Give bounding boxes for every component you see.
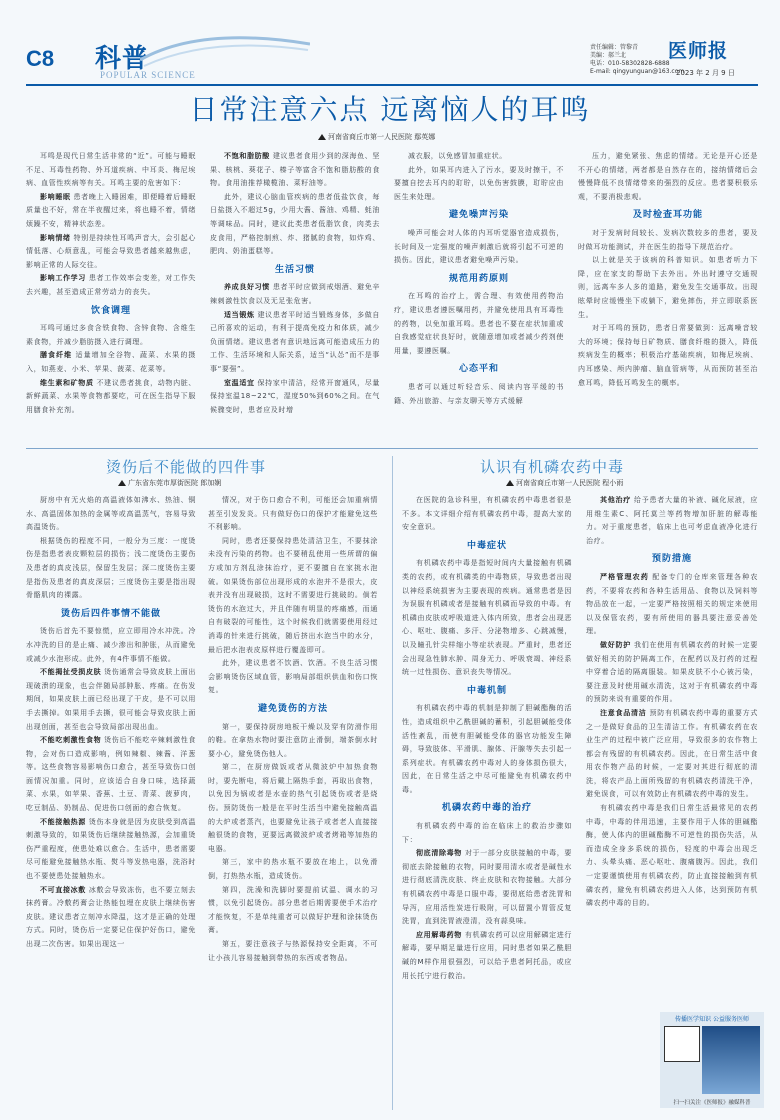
paragraph: 耳鸣可通过多食含铁食物、含锌食物、含维生素食物，并减少脂肪摄入进行调理。: [26, 324, 196, 346]
subheading: 烫伤后四件事情不能做: [60, 608, 161, 619]
article2-column: [26, 494, 196, 1110]
article1-column: [394, 150, 564, 442]
paragraph: 不饱和脂肪酸 建议患者食用少到的深海鱼、坚果、核桃、葵花子、榛子等富含不饱和脂肪酸的食物。食用油推荐橄榄油、菜籽油等。: [210, 152, 380, 188]
paragraph: 减衣服，以免感冒加重症状。: [408, 152, 507, 160]
newspaper-logo: 医师报: [668, 40, 729, 62]
article1-column: [26, 150, 196, 442]
paragraph: 不能揭扯受损皮肤 烫伤通常会导致皮肤上面出现破溃的现象，也会伴随局部肿胀、疼痛。在伤发期间，如果皮肤上面已经出现了干皮，是不可以用手去撕掉。如果用手去撕，很可能会导致皮肤上面出现创面，甚至也会导致局部出现出血。: [26, 668, 196, 731]
paragraph: 做好防护 我们在使用有机磷农药的时候一定要做好相关的防护隔离工作，在配药以及打药的过程中穿着合适的隔离服装。如果皮肤不小心被污染，要注意及时使用碱水清洗，这对于有机磷农药中毒的预防来说有重要的作用。: [586, 640, 758, 704]
promo-caption: 扫一扫关注《医师报》融媒科普: [673, 1100, 751, 1106]
paragraph: 第三，家中的热水瓶不要放在地上，以免滑倒，打热热水瓶，造成烫伤。: [208, 858, 378, 881]
lead-in: 适当锻炼: [224, 310, 255, 319]
paragraph: 第二，在厨房做饭或者从微波炉中加热食物时，要先断电，将后戴上隔热手套，再取出食物，以免因为锅或者是水壶的热气引起烫伤或者是烧伤。预防烫伤一般是在平时生活当中避免接触高温的大炉或者蒸汽，也要避免让孩子或者老人直接接触很烫的食物，更要远离微波炉或者烤箱等加热的电器。: [208, 763, 378, 853]
page-header: [0, 0, 780, 84]
qr-code-icon: [664, 1026, 700, 1062]
lead-in: 维生素和矿物质: [40, 378, 94, 387]
paragraph: 对于耳鸣的预防，患者日常要做到：远离噪音较大的环境；保持每日矿物质、膳食纤维的摄入，降低疾病发生的概率；积极治疗基础疾病，如梅尼埃病、内耳感染、颅内肿瘤、脑血管病等，从而预防甚至治愈耳鸣，降低耳鸣发生的概率。: [578, 324, 758, 387]
article1-column: [210, 150, 380, 442]
article3-column: [402, 494, 572, 1110]
editor-line: 责任编辑：管黎青: [590, 44, 639, 51]
byline-text: 河南省商丘市第一人民医院 程小雨: [516, 479, 624, 487]
issue-date: 2023 年 2 月 9 日: [676, 69, 735, 77]
paragraph: 严格管理农药 配备专门的仓库来管理各种农药，不要将农药和各种生活用品、食物以及饲料等物品放在一起，一定要严格按照相关的规定来使用以及保管农药，要有所使用的器具要注意妥善处理。: [586, 572, 758, 636]
article3-column: [586, 494, 758, 1006]
page-number: C8: [26, 46, 55, 71]
promo-image: [702, 1026, 760, 1094]
swoosh-decoration: [140, 30, 310, 70]
triangle-icon: [506, 480, 514, 486]
article3-title: 认识有机磷农药中毒: [480, 458, 625, 476]
paragraph: 烫伤后首先不要惊慌，应立即用冷水冲洗。冷水冲洗的目的是止痛、减少渗出和肿胀，从而避免或减少水泡形成。此外，有4件事情不能做。: [26, 627, 196, 663]
paragraph: 不可直接冰敷 冰敷会导致冻伤，也不要立刻去抹药膏。冷敷药膏会让热能包埋在皮肤上继续伤害皮肤。建议患者立刻冲水降温，这才是正确的处理方式。同时，烫伤后一定要记住保护好伤口，避免出现二次伤害。如果出现这一: [26, 885, 196, 948]
paragraph: 在医院的急诊科里，有机磷农药中毒患者很是不多。本文详细介绍有机磷农药中毒，提高大家的安全意识。: [402, 496, 572, 532]
lead-in: 其他治疗: [600, 496, 632, 504]
paragraph: 第一，要保持厨房地板干燥以及穿有防滑作用的鞋。在拿热水物时要注意防止滑倒，端茶倒水时要小心，避免烫伤他人。: [208, 722, 378, 758]
byline-text: 河南省商丘市第一人民医院 鄢英娜: [328, 133, 436, 141]
paragraph: 此外，如果耳内进入了污水，要及时擦干，不要擅自挖去耳内的耵聍，以免伤害鼓膜，耵聍应由医生来处理。: [394, 165, 564, 201]
byline-text: 广东省东莞市厚街医院 郎加娴: [128, 479, 222, 487]
article1-byline: [318, 132, 435, 142]
paragraph: 养成良好习惯 患者平时应做到戒烟酒、避免辛辣刺激性饮食以及无足张危害。: [210, 283, 380, 305]
lead-in: 注意食品清洁: [600, 708, 647, 717]
paragraph: 患者可以通过听轻音乐、阅读内容平缓的书籍、外出旅游、与亲友聊天等方式缓解: [394, 382, 564, 405]
promo-slogan: 传播医学知识 公益服务医师: [675, 1016, 749, 1023]
lead-in: 不可直接冰敷: [40, 885, 86, 894]
paragraph: 注意食品清洁 预防有机磷农药中毒的重要方式之一是做好食品的卫生清洁工作。有机磷农药在农业生产的过程中被广泛应用，导致很多的农作物上都会有残留的有机磷农药。因此，在日常生活中食用农作物产品的时候，一定要对其进行彻底的清洗，将农产品上面所残留的有机磷农药清洗干净，避免误食，可以有效防止有机磷农药中毒的发生。: [586, 708, 758, 799]
article3-byline: [506, 478, 623, 488]
lead-in: 膳食纤维: [40, 351, 73, 360]
subheading: 机磷农药中毒的治疗: [441, 803, 532, 814]
subheading: 避免烫伤的方法: [257, 703, 328, 714]
paragraph: 第五，要注意孩子与热源保持安全距离，不可让小孩儿容易接触到带热的东西或者物品。: [208, 940, 378, 962]
article1-column: [578, 150, 758, 442]
paragraph: 压力，避免紧张、焦虑的情绪。无论是开心还是不开心的情绪，两者都是自然存在的，接纳情绪后会慢慢降低不良情绪带来的强烈的反应。患者要积极乐观，不要消极悲观。: [578, 152, 758, 201]
header-rule: [26, 84, 758, 86]
lead-in: 养成良好习惯: [224, 283, 270, 292]
lead-in: 不能接触热源: [40, 817, 86, 826]
paragraph: 厨房中有无火焰的高温液体如沸水、热油、铜水、高温固体加热的金属等或高温蒸气，容易导致高温烫伤。: [26, 496, 196, 532]
article2-byline: [118, 478, 221, 488]
subheading: 预防措施: [651, 554, 692, 565]
paragraph: 有机磷农药中毒的治在临床上的救治步骤如下：: [402, 822, 572, 844]
lead-in: 应用解毒药物: [416, 930, 462, 939]
paragraph: 情况，对于伤口愈合不利，可能还会加重病情甚至引发发炎。只有做好伤口的保护才能避免这些不利影响。: [208, 496, 378, 532]
subheading: 及时检查耳功能: [632, 210, 703, 221]
editor-line: 电话：010-58302828-6888: [590, 60, 670, 67]
paragraph: 有机磷农药中毒是我们日常生活最常见的农药中毒，中毒的伴用迅速，主要作用于人体的胆碱酯酶，使人体内的胆碱酯酶不可逆性的损伤失活，从而造成全身多系统的损伤，轻度的中毒会出现乏力、头晕头痛、恶心呕吐、腹痛腹泻。因此，我们一定要谨慎使用有机磷农药，防止直接接触到有机磷农药，避免有机磷农药进入人体，达到预防有机磷农药中毒的目的。: [586, 804, 758, 908]
lead-in: 影响情绪: [40, 233, 71, 242]
paragraph: 不能吃刺激性食物 烫伤后不能吃辛辣刺激性食物，会对伤口造成影响，例如辣椒、辣酱、洋葱等。这些食物容易影响伤口愈合，甚至导致伤口创面情况加重。同时，应该适合自身口味，选择蔬菜、水果，如苹果、香蕉、土豆、青菜、菠萝肉，吃豆制品、奶制品、促进伤口创面的愈合恢复。: [26, 736, 196, 813]
subheading: 饮食调理: [90, 305, 131, 316]
editor-line: E-mail: qingyunguan@163.com: [590, 68, 685, 75]
editor-line: 美编：郝兰北: [590, 52, 627, 59]
paragraph: 此外，建议患者不饮酒、饮酒。不良生活习惯会影响烫伤区域血管，影响局部组织供血和伤口恢复。: [208, 659, 378, 695]
lead-in: 室温适宜: [224, 378, 255, 387]
section-title: 科普: [95, 44, 150, 74]
lead-in: 影响睡眠: [40, 192, 71, 201]
section-subtitle-en: POPULAR SCIENCE: [100, 70, 196, 80]
paragraph: 彻底清除毒物 对于一部分皮肤接触的中毒，要彻底去除接触的衣物，同时要用清水或者是碱性水进行彻底清洗皮肤、终止皮肤和衣物接触。大部分有机磷农药中毒是口服中毒，要彻底给患者洗胃和导泻，应用活性炭进行吸附，可以留置小胃管反复洗胃，直到洗胃液澄清，没有蒜臭味。: [402, 849, 572, 926]
subheading: 生活习惯: [274, 264, 315, 275]
paragraph: 噪声可能会对人体的内耳听觉器官造成损伤，长时间及一定强度的噪声刺激后就将引起不可逆的损伤。因此，建议患者避免噪声污染。: [394, 228, 564, 265]
paragraph: 其他治疗 给予患者大量的补液、碱化尿液，应用维生素C、阿托莫兰等药物增加肝脏的解毒能力。对于重度患者，临床上也可考虑血液净化进行治疗。: [586, 496, 758, 545]
triangle-icon: [118, 480, 126, 486]
lead-in: 不能吃刺激性食物: [40, 736, 102, 745]
paragraph: 适当锻炼 建议患者平时适当锻炼身体，多做自己所喜欢的运动，有利于提高免疫力和体质，减少负面情绪。建议患者有意识地远离可能造成压力的工作、生活环境和人际关系，适当“认怂”而不是事事“要强”。: [210, 310, 380, 373]
paragraph: 根据烫伤的程度不同，一般分为三度：一度烫伤是指患者表皮颗粒层的损伤；浅二度烫伤主要伤及患者的真皮浅层，保留生发层；深二度烫伤主要是指伤及患者的真皮深层；三度烫伤主要是指出现骨骼肌肉的裸露。: [26, 536, 196, 600]
lead-in: 影响工作学习: [40, 274, 86, 283]
paragraph: 室温适宜 保持家中清洁，经常开窗通风，尽量保持室温18~22℃，湿度50%到60%之间。在气候骤变时，患者应及时增: [210, 378, 380, 414]
paragraph: 同时，患者还要保持患处清洁卫生，不要抹涂未没有污染的药物。也不要稍乱使用一些所谓的偏方或加方剂乱涂抹治疗，更不要擅自在家挑水泡破。如果烫伤部位出现形成的水泡并不是很大，皮表并没有出现破损，这时不需要进行挑破的。倘若烫伤的水泡过大，并且伴随有明显的疼痛感，而通自有破裂的可能性，这个时候我们就需要使用经过消毒的针来进行挑破，随后挤出水泡当中的水分，最后把水泡表皮原样进行覆盖即可。: [208, 536, 378, 654]
paragraph: 在耳鸣的治疗上，需合理、有效使用药物治疗，建议患者遵医嘱用药，并避免使用具有耳毒性的药物，以免加重耳鸣。患者也不要在症状加重或自我感觉症状良好时，就随意增加或者减少药剂使用量，要遵医嘱。: [394, 292, 564, 355]
lead-in: 不饱和脂肪酸: [224, 152, 270, 160]
article2-title: 烫伤后不能做的四件事: [106, 458, 267, 476]
paragraph: 此外，建议心脑血管疾病的患者低盐饮食，每日盐摄入不超过5g，少用大酱、酱油、鸡精、蚝油等调味品。同时，建议此类患者低脂饮食，肉类去皮食用，严格控制煎、炸、猪腻的食物，如炸鸡、肥肉、奶油蛋糕等。: [210, 192, 380, 256]
promo-qr-banner[interactable]: [660, 1012, 764, 1108]
article1-title: 日常注意六点 远离恼人的耳鸣: [189, 93, 591, 126]
paragraph: 以上就是关于该病的科普知识。如患者听力下降，应在家支的帮助下去外出。外出时遵守交通规则，远离车多人多的道路，避免发生交通事故。出现眩晕时应缓慢坐下或躺下，避免摔伤，并立即联系医生。: [578, 256, 758, 319]
subheading: 规范用药原则: [448, 273, 509, 284]
lead-in: 严格管理农药: [600, 572, 649, 581]
triangle-icon: [318, 134, 326, 140]
paragraph: 影响情绪 特别是持续性耳鸣声音大，会引起心情低落、心烦意乱，可能会导致患者越来越焦虑，影响正常的人际交往。: [26, 233, 196, 269]
subheading: 心态平和: [458, 364, 499, 375]
column-divider: [392, 456, 393, 1110]
paragraph: 对于发病时间较长、发病次数较多的患者，要及时做耳功能测试，并在医生的指导下规范治疗。: [578, 228, 758, 251]
paragraph: 维生素和矿物质 不建议患者挑食，动物内脏、新鲜蔬菜、水果等食物都要吃，可在医生指导下服用膳食补充剂。: [26, 378, 196, 414]
paragraph: 膳食纤维 适量增加全谷物、蔬菜、水果的摄入，如燕麦、小米、苹果、菠菜、花菜等。: [26, 351, 196, 373]
subheading: 中毒机制: [466, 685, 507, 696]
lead-in: 彻底清除毒物: [416, 849, 462, 858]
article2-column: [208, 494, 378, 1110]
paragraph: 有机磷农药中毒的机制是抑制了胆碱酯酶的活性，造成组织中乙酰胆碱的蓄积，引起胆碱能受体活性紊乱，而使有胆碱能受体的器官功能发生障碍，导致肢体、平滑肌、腺体、汗腺等失去引起一系列症状。有机磷农药中毒对人的身体损伤很大，因此，在日常生活之中尽可能避免有机磷农药中毒。: [402, 704, 572, 794]
paragraph: 应用解毒药物 有机磷农药可以应用解磷定进行解毒，要早期足量进行应用，同时患者如果乙酰胆碱的M样作用很强烈，可以给予患者阿托品，或应用长托宁进行救治。: [402, 930, 572, 980]
paragraph: 第四，洗澡和洗脚时要提前试温、调水的习惯，以免引起烫伤。部分患者后期需要使手术治疗才能恢复，不是单纯重者可以做好护理和涂抹烫伤膏。: [208, 885, 378, 935]
paragraph: 影响工作学习 患者工作效率会变差，对工作失去兴趣，甚至造成正常劳动力的丧失。: [26, 274, 196, 296]
lead-in: 不能揭扯受损皮肤: [40, 668, 102, 677]
paragraph: 影响睡眠 患者晚上入睡困难，即便睡着后睡眠质量也不好，常在半夜醒过来，将也睡不着，情绪烦躁不安，精神状态差。: [26, 192, 196, 228]
subheading: 避免噪声污染: [448, 210, 509, 221]
paragraph: 有机磷农药中毒是指短时间内大量接触有机磷类的农药，或有机磷类的中毒物质，导致患者出现以神经系统损害为主要表现的疾病。通常患者是因为误服有机磷或者是接触有机磷而导致的中毒。有机磷由皮肤或呼吸道进入体内所致，患者会出现恶心、呕吐、腹痛、多汗、分泌物增多、心跳减慢，以及瞳孔针尖样缩小等症状表现。严重时，患者还会出现急性肺水肿、周身无力、呼吸衰竭、神经系统一过性损伤、意识丧失等情况。: [402, 559, 572, 677]
paragraph: 不能接触热源 烫伤本身就是因为皮肤受到高温刺激导致的，如果烫伤后继续接触热源，会加重烫伤严重程度，使患处难以愈合。生活中，患者需要尽可能避免接触热水瓶、熨斗等发热电器，洗浴时也不要使患处接触热水。: [26, 817, 196, 881]
subheading: 中毒症状: [466, 540, 507, 551]
paragraph: 耳鸣是现代日常生活非常的“近”。可能与睡眠不足、耳毒性药物、外耳道疾病、中耳炎、梅尼埃病、血管性疾病等有关。耳鸣主要的危害如下：: [26, 152, 196, 188]
section-divider: [26, 448, 758, 449]
lead-in: 做好防护: [600, 640, 632, 649]
